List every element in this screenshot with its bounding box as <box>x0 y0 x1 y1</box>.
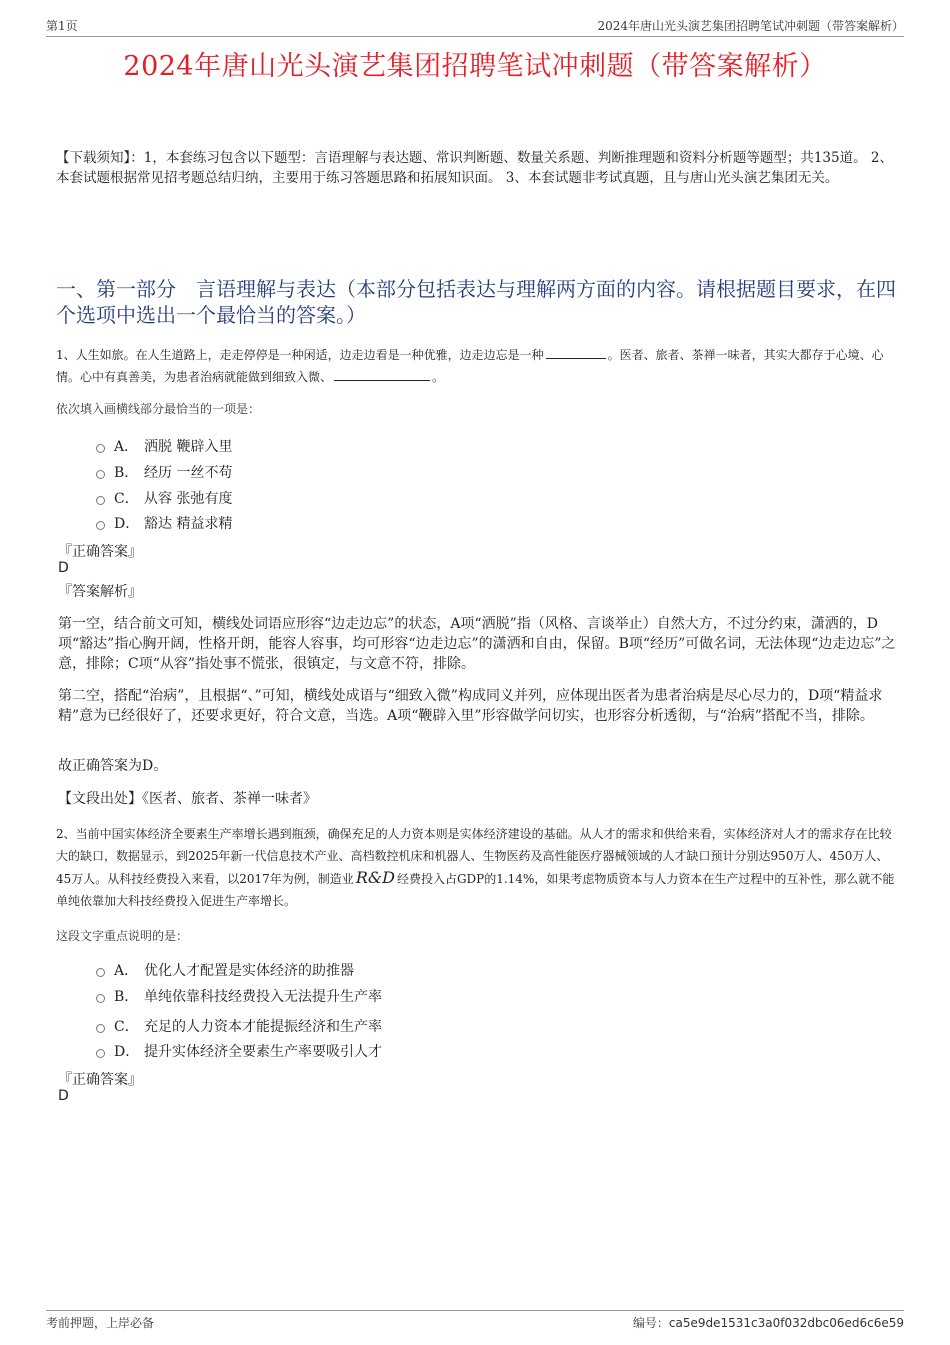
q2-option-d[interactable]: D． 提升实体经济全要素生产率要吸引人才 <box>96 1041 382 1061</box>
question-2-text: 2、当前中国实体经济全要素生产率增长遇到瓶颈，确保充足的人力资本则是实体经济建设的基础。从人才的需求和供给来看，实体经济对人才的需求存在比较大的缺口，数据显示，到2025年新一代信息技术产业、高档数控机床和机器人、生物医药及高性能医疗器械领域的人才缺口预计分别达950万人、450万人、45万人。从科技经费投入来看，以2017年为例，制造业 R&D 经费投入占GDP的1.14%，如果考虑物质资本与人力资本在生产过程中的互补性，那么就不能单纯依靠加大科技经费投入促进生产率增长。 <box>56 827 895 908</box>
footer-slogan: 考前押题，上岸必备 <box>46 1316 155 1330</box>
q1-analysis-label: 『答案解析』 <box>58 584 142 600</box>
blank-1 <box>546 344 606 359</box>
q1-analysis-paragraph-2: 第二空，搭配“治病”，且根据“、”可知，横线处成语与“细致入微”构成同义并列，应体现出医者为患者治病是尽心尽力的，D项“精益求精”意为已经很好了，还要求更好，符合文意，当选。A项“鞭辟入里”形容做学问切实，也形容分析透彻，与“治病”搭配不当，排除。 <box>58 688 883 724</box>
q1-option-d[interactable]: D． 豁达 精益求精 <box>96 513 232 533</box>
radio-icon[interactable] <box>96 470 105 479</box>
radio-icon[interactable] <box>96 444 105 453</box>
q1-source: 【文段出处】《医者、旅者、茶禅一味者》 <box>58 791 317 807</box>
radio-icon[interactable] <box>96 968 105 977</box>
page-number: 第1页 <box>46 19 78 33</box>
document-title: 2024年唐山光头演艺集团招聘笔试冲刺题（带答案解析） <box>123 51 827 82</box>
question-1-prompt: 依次填入画横线部分最恰当的一项是： <box>56 402 261 416</box>
q1-analysis-paragraph-1: 第一空，结合前文可知，横线处词语应形容“边走边忘”的状态，A项“洒脱”指（风格、言谈举止）自然大方，不过分约束，潇洒的，D项“豁达”指心胸开阔，性格开朗，能容人容事，均可形容“边走边忘”的潇洒和自由，保留。B项“经历”可做名词，无法体现“边走边忘”之意，排除；C项“从容”指处事不慌张，很镇定，与文意不符，排除。 <box>58 616 896 672</box>
q1-analysis-conclusion: 故正确答案为D。 <box>58 758 168 774</box>
q2-answer-label: 『正确答案』 <box>58 1072 142 1088</box>
blank-2 <box>334 366 430 381</box>
q2-answer: D <box>58 1088 69 1104</box>
section-title: 一、第一部分 言语理解与表达（本部分包括表达与理解两方面的内容。请根据题目要求，在四个选项中选出一个最恰当的答案。） <box>56 277 896 327</box>
q2-option-a[interactable]: A． 优化人才配置是实体经济的助推器 <box>96 960 354 980</box>
q2-option-b[interactable]: B． 单纯依靠科技经费投入无法提升生产率 <box>96 986 382 1006</box>
radio-icon[interactable] <box>96 521 105 530</box>
q1-option-b[interactable]: B． 经历 一丝不苟 <box>96 462 232 482</box>
q1-answer-label: 『正确答案』 <box>58 544 142 560</box>
q1-answer: D <box>58 560 69 576</box>
radio-icon[interactable] <box>96 994 105 1003</box>
radio-icon[interactable] <box>96 1049 105 1058</box>
radio-icon[interactable] <box>96 496 105 505</box>
q1-option-c[interactable]: C． 从容 张弛有度 <box>96 488 232 508</box>
page-footer <box>46 1310 904 1334</box>
page-header <box>46 14 904 37</box>
q2-option-c[interactable]: C． 充足的人力资本才能提振经济和生产率 <box>96 1016 382 1036</box>
question-2-prompt: 这段文字重点说明的是： <box>56 929 189 943</box>
question-1-text: 1、人生如旅。在人生道路上，走走停停是一种闲适，边走边看是一种优雅，边走边忘是一种 。医者、旅者、茶禅一味者，其实大都存于心境、心情。心中有真善美，为患者治病就能做到细致入微、 。 <box>56 344 896 388</box>
header-doc-title: 2024年唐山光头演艺集团招聘笔试冲刺题（带答案解析） <box>597 19 904 33</box>
radio-icon[interactable] <box>96 1024 105 1033</box>
math-rd: R&D <box>355 868 395 887</box>
q1-option-a[interactable]: A． 洒脱 鞭辟入里 <box>96 436 232 456</box>
footer-code: 编号：ca5e9de1531c3a0f032dbc06ed6c6e59 <box>632 1316 904 1330</box>
download-notice: 【下载须知】：1，本套练习包含以下题型：言语理解与表达题、常识判断题、数量关系题、判断推理题和资料分析题等题型；共135道。 2、本套试题根据常见招考题总结归纳，主要用于练习答题思路和拓展知识面。 3、本套试题非考试真题，且与唐山光头演艺集团无关。 <box>56 150 893 186</box>
